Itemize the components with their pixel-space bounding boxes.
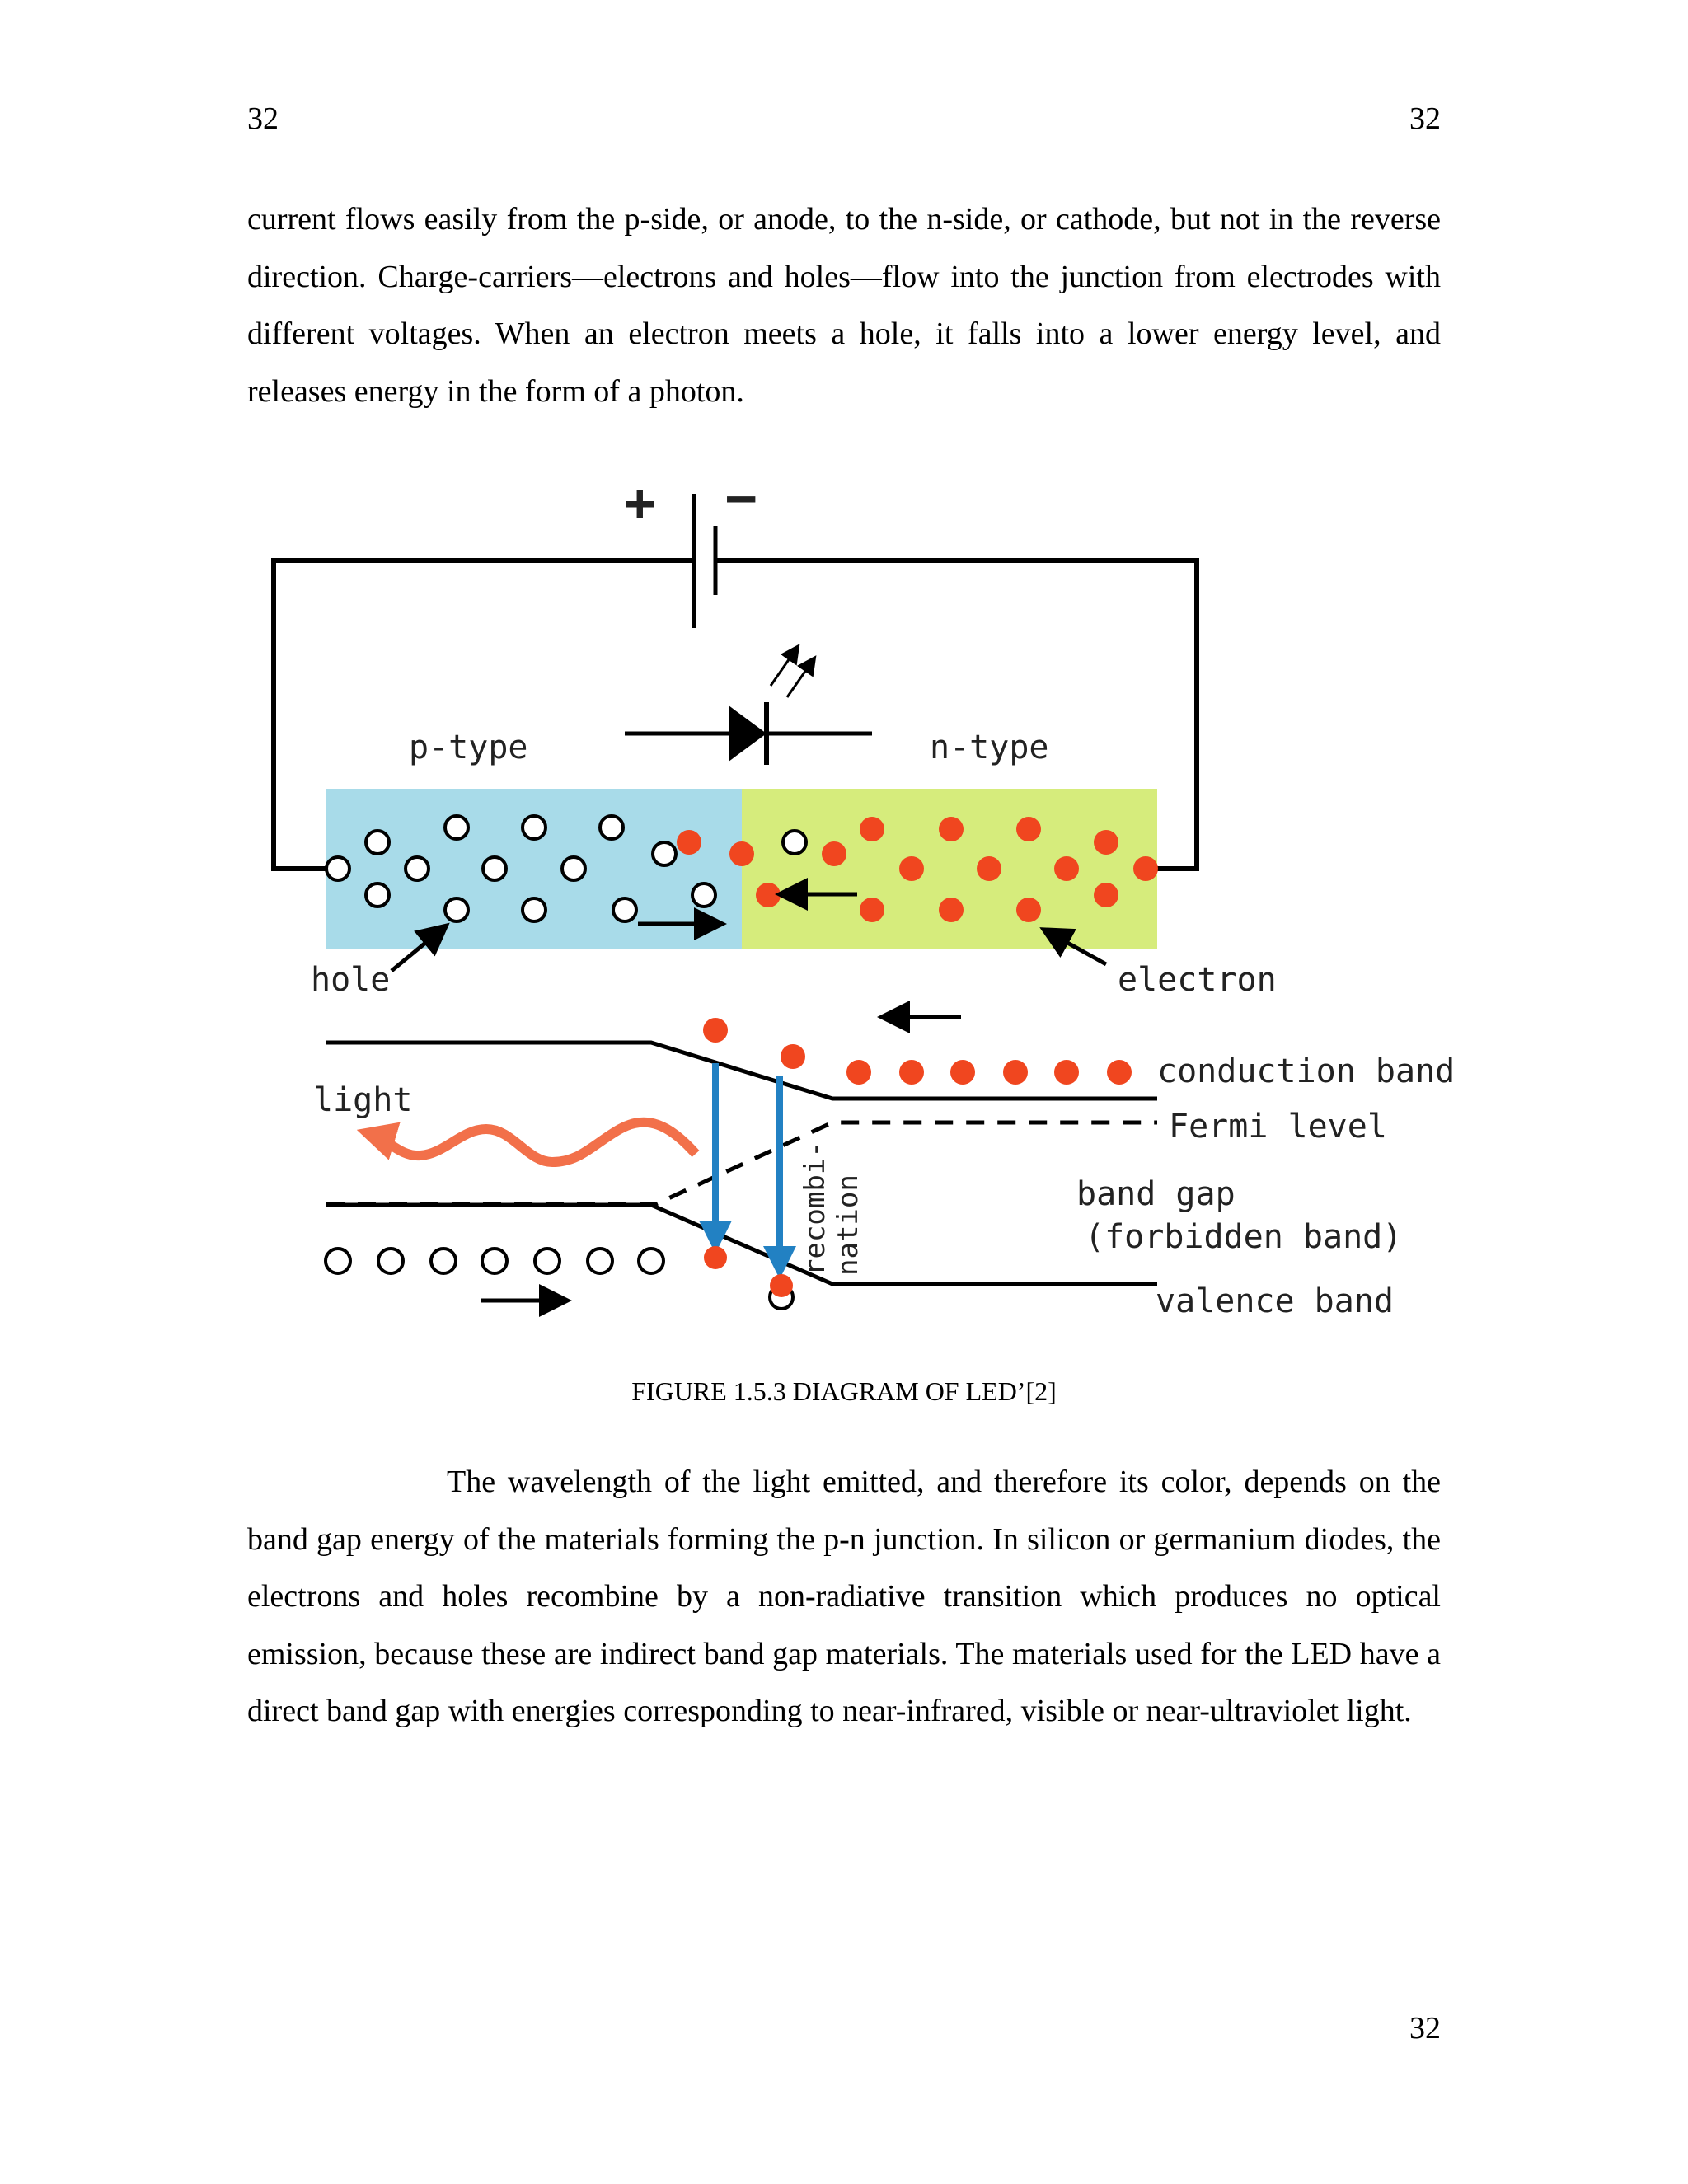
valence-band-label: valence band: [1156, 1282, 1394, 1320]
hole-particle: [483, 857, 506, 880]
conduction-band-line: [326, 1043, 1157, 1099]
forbidden-band-label: (forbidden band): [1085, 1218, 1403, 1256]
fermi-level-label: Fermi level: [1169, 1108, 1387, 1146]
battery-minus-sign: −: [725, 468, 757, 529]
n-type-label: n-type: [930, 729, 1049, 766]
header-page-number-right: 32: [1409, 101, 1441, 136]
hole-particle: [588, 1249, 612, 1273]
electron-particle: [977, 856, 1001, 881]
n-type-region: [742, 789, 1157, 949]
conduction-band-label: conduction band: [1157, 1052, 1456, 1090]
hole-particle: [326, 857, 349, 880]
hole-particle: [639, 1249, 663, 1273]
electron-particle: [899, 1060, 924, 1085]
hole-label: hole: [311, 961, 391, 999]
body-paragraph-1: current flows easily from the p-side, or anode, to the n-side, or cathode, but not in the reverse direction. Charge-carriers—electrons and holes—flow into the junction from electrodes with different voltages. When an electron meets a hole, it falls into a lower energy level, and releases energy in the form of a photon.: [247, 202, 1441, 409]
battery-symbol: [694, 494, 715, 628]
electron-particle: [1094, 830, 1118, 855]
hole-particle: [406, 857, 429, 880]
hole-particle: [366, 831, 389, 854]
recombining-electron: [770, 1274, 793, 1297]
electron-particle: [860, 817, 884, 841]
hole-particle: [445, 816, 468, 839]
fermi-level-line: [326, 1122, 1157, 1204]
hole-particle: [445, 898, 468, 921]
body-paragraph-2: The wavelength of the light emitted, and therefore its color, depends on the band gap energy of the materials forming the p-n junction. In silicon or germanium diodes, the electrons and holes recombine by a non-radiative transition which produces no optical emission, because these are indirect band gap materials. The materials used for the LED have a direct band gap with energies corresponding to near-infrared, visible or near-ultraviolet light.: [247, 1465, 1441, 1728]
figure-caption: FIGURE 1.5.3 DIAGRAM OF LED’[2]: [631, 1376, 1057, 1406]
band-gap-label: band gap: [1076, 1175, 1236, 1213]
electron-particle: [1094, 883, 1118, 907]
hole-particle: [523, 898, 546, 921]
electron-particle: [677, 830, 701, 855]
valence-holes-group: [326, 1249, 663, 1273]
electron-particle: [939, 898, 964, 922]
hole-particle: [482, 1249, 507, 1273]
electron-particle: [781, 1044, 805, 1069]
electron-particle: [729, 841, 754, 866]
electron-label: electron: [1118, 961, 1277, 999]
recombination-label-line1: recombi-: [799, 1141, 832, 1276]
electron-particle: [1016, 817, 1041, 841]
electron-particle: [950, 1060, 975, 1085]
diode-symbol: [625, 648, 872, 765]
hole-particle: [326, 1249, 350, 1273]
electron-particle: [1054, 1060, 1079, 1085]
conduction-electrons-group: [846, 1060, 1132, 1085]
footer-page-number: 32: [1409, 2011, 1441, 2046]
electron-particle: [939, 817, 964, 841]
electron-particle: [1016, 898, 1041, 922]
electron-particle: [1054, 856, 1079, 881]
hole-particle: [783, 831, 806, 854]
electron-particle: [1003, 1060, 1028, 1085]
hole-particle: [523, 816, 546, 839]
electron-particle: [822, 841, 846, 866]
hole-particle: [366, 883, 389, 907]
hole-particle: [431, 1249, 456, 1273]
electron-particle: [1107, 1060, 1132, 1085]
light-wave: [371, 1122, 696, 1162]
electron-particle: [846, 1060, 871, 1085]
hole-particle: [692, 883, 715, 907]
hole-particle: [562, 857, 585, 880]
hole-particle: [378, 1249, 403, 1273]
electron-particle: [899, 856, 924, 881]
p-type-label: p-type: [409, 729, 528, 766]
recombination-label-line2: nation: [832, 1174, 865, 1276]
electron-particle: [860, 898, 884, 922]
battery-plus-sign: +: [624, 473, 656, 534]
header-page-number-left: 32: [247, 101, 279, 136]
electron-particle: [756, 883, 781, 907]
electron-particle: [703, 1018, 728, 1043]
recombining-electron: [704, 1246, 727, 1269]
light-label: light: [313, 1081, 413, 1119]
hole-particle: [613, 898, 636, 921]
electron-particle: [1133, 856, 1158, 881]
hole-particle: [535, 1249, 560, 1273]
hole-particle: [653, 842, 676, 865]
hole-particle: [600, 816, 623, 839]
